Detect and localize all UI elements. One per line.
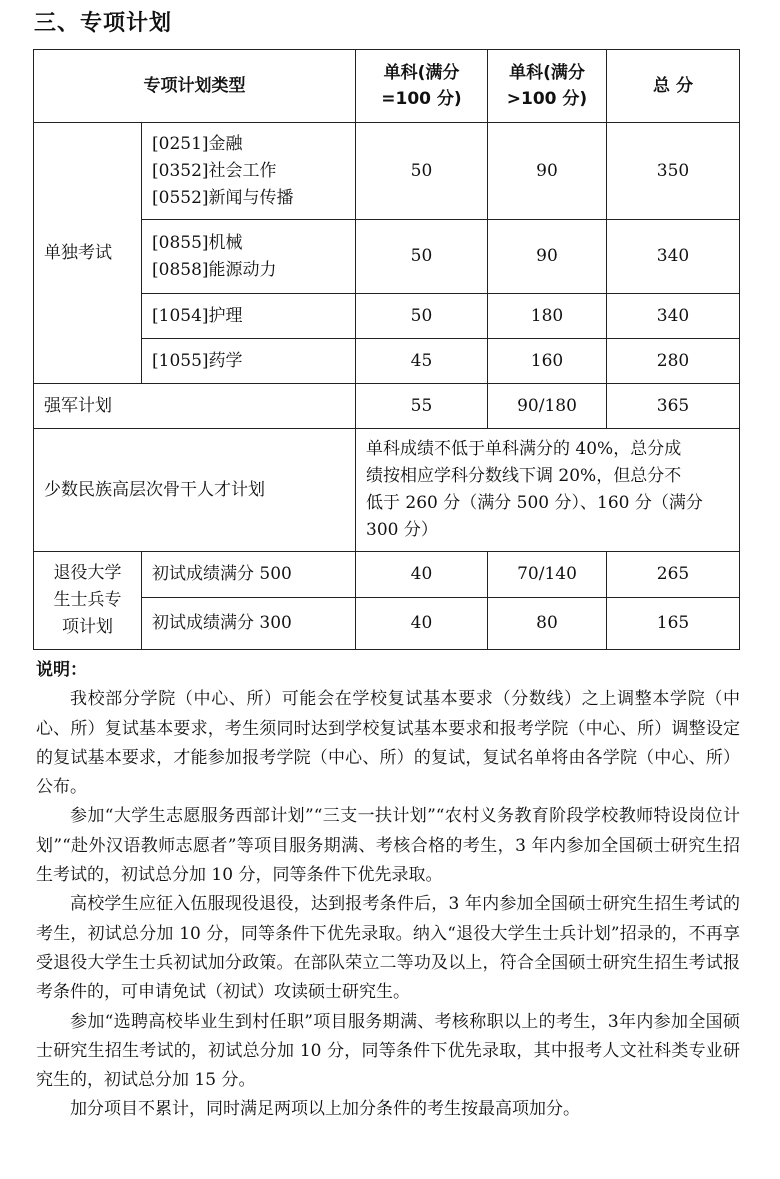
header-plan-type: 专项计划类型 (34, 50, 356, 123)
major-item: [0858]能源动力 (152, 259, 277, 280)
header-single-100 (356, 50, 488, 123)
note-line: 硕士研究生。 (308, 982, 410, 1003)
score-cell: 90 (488, 123, 607, 220)
note-paragraph (36, 1095, 740, 1124)
table-row (34, 552, 740, 598)
score-cell: 40 (356, 552, 488, 598)
label-line: 项计划 (62, 617, 113, 637)
score-cell: 50 (356, 220, 488, 294)
total-cell: 265 (607, 552, 740, 598)
header-single-gt100 (488, 50, 607, 123)
major-item: [0251]金融 (152, 133, 243, 154)
note-line: 加分项目不累计，同时满足两项以上加分条件的考生按最高项加分。 (70, 1099, 580, 1120)
total-cell: 280 (607, 339, 740, 384)
score-cell: 80 (488, 598, 607, 650)
note-line: 生士兵计划”招录的，不再享受退役大学生士兵初试加分政策。在部队荣立二等 (36, 923, 740, 973)
major-item: [1055]药学 (152, 350, 243, 371)
table-row (34, 123, 740, 220)
note-line: 功及以上，符合全国硕士研究生招生考试报考条件的，可申请免试（初试）攻读 (36, 952, 741, 1003)
note-line: 参加“大学生志愿服务西部计划”“三支一扶计划”“农村义务教育阶段学校 (70, 806, 619, 827)
text-line: 单科成绩不低于单科满分的 40%，总分成 (366, 439, 682, 459)
note-paragraph (36, 685, 740, 802)
note-paragraph (36, 890, 740, 1007)
header-line: >100 分) (506, 89, 588, 109)
majors-cell (142, 123, 356, 220)
veteran-label (34, 552, 142, 650)
major-item: [0552]新闻与传播 (152, 187, 294, 208)
major-item: [0855]机械 (152, 232, 243, 253)
header-line: 单科(满分 (383, 63, 460, 83)
total-cell: 365 (607, 384, 740, 429)
veteran-row-name: 初试成绩满分 500 (142, 552, 356, 598)
score-cell: 50 (356, 123, 488, 220)
score-cell: 45 (356, 339, 488, 384)
table-row (34, 429, 740, 552)
dandu-label: 单独考试 (34, 123, 142, 384)
note-line: 高校学生应征入伍服现役退役，达到报考条件后，3 年内参加全国硕士研究 (70, 894, 637, 915)
header-total: 总 分 (607, 50, 740, 123)
score-cell: 90 (488, 220, 607, 294)
note-paragraph (36, 802, 740, 890)
note-line: 本学院（中心、所）复试基本要求，考生须同时达到学校复试基本要求和报考学 (36, 689, 741, 739)
note-paragraph (36, 1008, 740, 1096)
header-line: 单科(满分 (509, 63, 585, 83)
veteran-row-name: 初试成绩满分 300 (142, 598, 356, 650)
text-line: 绩按相应学科分数线下调 20%，但总分不 (366, 466, 682, 486)
total-cell: 165 (607, 598, 740, 650)
total-cell: 340 (607, 294, 740, 339)
note-line: 3 年内参加全国硕士研究生招生考试的，初试总分加 10 分，同等条件下优先录 (36, 835, 740, 886)
label-line: 退役大学 (53, 563, 122, 583)
note-line: 生招生考试的考生，初试总分加 10 分，同等条件下优先录取。纳入“退役大学 (36, 894, 741, 944)
note-line: 教师特设岗位计划”“赴外汉语教师志愿者”等项目服务期满、考核合格的考生， (36, 806, 740, 856)
majors-cell (142, 294, 356, 339)
major-item: [1054]护理 (152, 305, 243, 326)
table-header-row (34, 50, 740, 123)
header-line: =100 分) (381, 89, 462, 109)
score-cell: 70/140 (488, 552, 607, 598)
text-line: 300 分） (366, 520, 438, 540)
note-line: 参加“选聘高校毕业生到村任职”项目服务期满、考核称职以上的考生，3 (70, 1011, 619, 1032)
score-cell: 180 (488, 294, 607, 339)
label-line: 生士兵专 (53, 590, 122, 610)
score-cell: 40 (356, 598, 488, 650)
qiangjun-label: 强军计划 (34, 384, 356, 429)
minority-text (356, 429, 740, 552)
note-line: 院（中心、所）调整设定的复试基本要求，才能参加报考学院（中心、所）的复 (36, 718, 740, 768)
minority-label: 少数民族高层次骨干人才计划 (34, 429, 356, 552)
note-line: 年内参加全国硕士研究生招生考试的，初试总分加 10 分，同等条件下优先录取， (36, 1011, 740, 1061)
section-title: 三、专项计划 (34, 11, 173, 36)
note-line: 我校部分学院（中心、所）可能会在学校复试基本要求（分数线）之上调整 (70, 689, 653, 710)
total-cell: 340 (607, 220, 740, 294)
total-cell: 350 (607, 123, 740, 220)
text-line: 低于 260 分（满分 500 分）、160 分（满分 (366, 493, 703, 513)
note-line: 其中报考人文社科类专业研究生的，初试总分加 15 分。 (36, 1040, 740, 1091)
notes-title: 说明： (36, 660, 87, 680)
table-row (34, 384, 740, 429)
majors-cell (142, 339, 356, 384)
special-plan-table (33, 49, 740, 650)
score-cell: 160 (488, 339, 607, 384)
note-line: 试，复试名单将由各学院（中心、所）公布。 (36, 747, 741, 798)
majors-cell (142, 220, 356, 294)
score-cell: 90/180 (488, 384, 607, 429)
major-item: [0352]社会工作 (152, 160, 277, 181)
score-cell: 55 (356, 384, 488, 429)
note-line: 取。 (408, 865, 443, 886)
score-cell: 50 (356, 294, 488, 339)
notes-section (36, 656, 740, 1125)
